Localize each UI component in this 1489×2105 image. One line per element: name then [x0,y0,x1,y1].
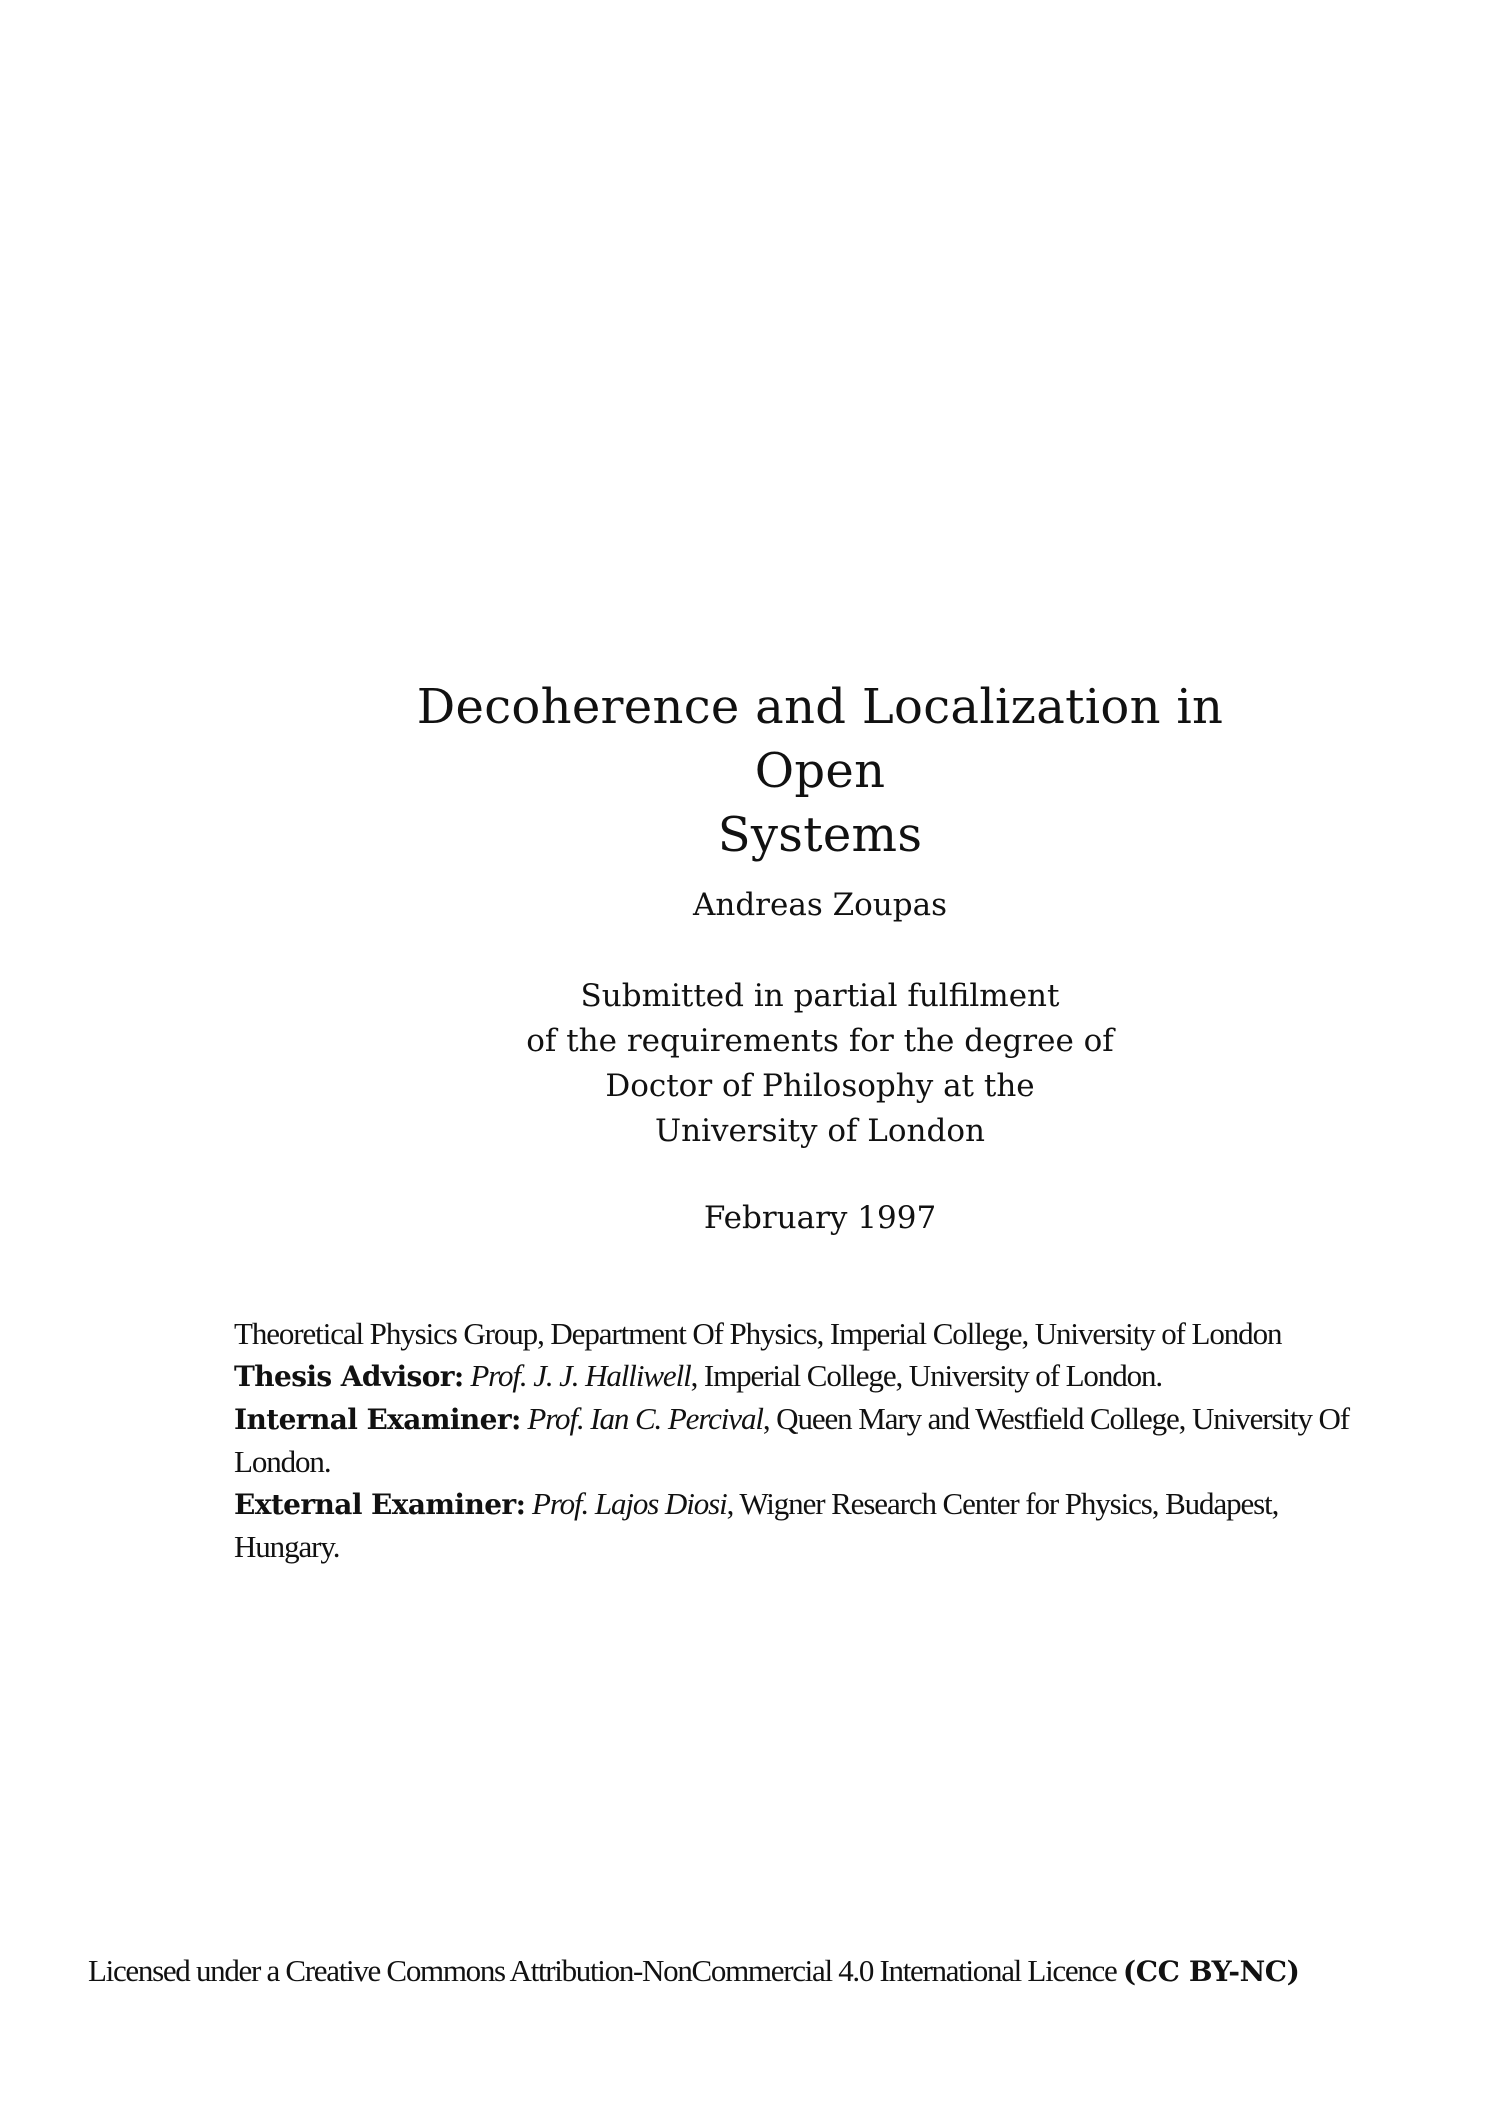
affiliation-block [234,1313,1374,1568]
submission-line-4: University of London [654,1113,985,1149]
internal-examiner-name: Prof. Ian C. Percival [527,1401,763,1436]
submission-date: February 1997 [703,1200,937,1236]
internal-examiner-label: Internal Examiner: [234,1403,521,1436]
submission-line-2: of the requirements for the degree of [526,1023,1114,1059]
thesis-advisor [234,1355,1374,1398]
submission-line-1: Submitted in partial fulfilment [580,978,1060,1014]
thesis-title-line-2: Systems [717,807,923,863]
thesis-title [380,675,1260,867]
external-examiner-institution: , Wigner Research Center for Physics, Budapest, Hungary. [234,1486,1279,1564]
research-group: Theoretical Physics Group, Department Of Physics, Imperial College, University of London [234,1316,1282,1351]
thesis-title-line-1: Decoherence and Localization in Open [416,679,1224,799]
external-examiner-label: External Examiner: [234,1488,526,1521]
internal-examiner [234,1398,1374,1483]
thesis-advisor-label: Thesis Advisor: [234,1360,464,1393]
internal-examiner-institution: , Queen Mary and Westfield College, University Of London. [234,1401,1350,1479]
licence-text: Licensed under a Creative Commons Attribution-NonCommercial 4.0 International Licence [88,1953,1123,1988]
thesis-advisor-name: Prof. J. J. Halliwell [470,1358,691,1393]
submission-line-3: Doctor of Philosophy at the [605,1068,1035,1104]
licence-badge: (CC BY-NC) [1122,1955,1300,1988]
licence-notice [88,1950,1428,1993]
author-name: Andreas Zoupas [692,887,947,923]
submission-statement [470,974,1170,1154]
thesis-advisor-institution: , Imperial College, University of London. [690,1358,1163,1393]
external-examiner [234,1483,1374,1568]
external-examiner-name: Prof. Lajos Diosi [531,1486,727,1521]
